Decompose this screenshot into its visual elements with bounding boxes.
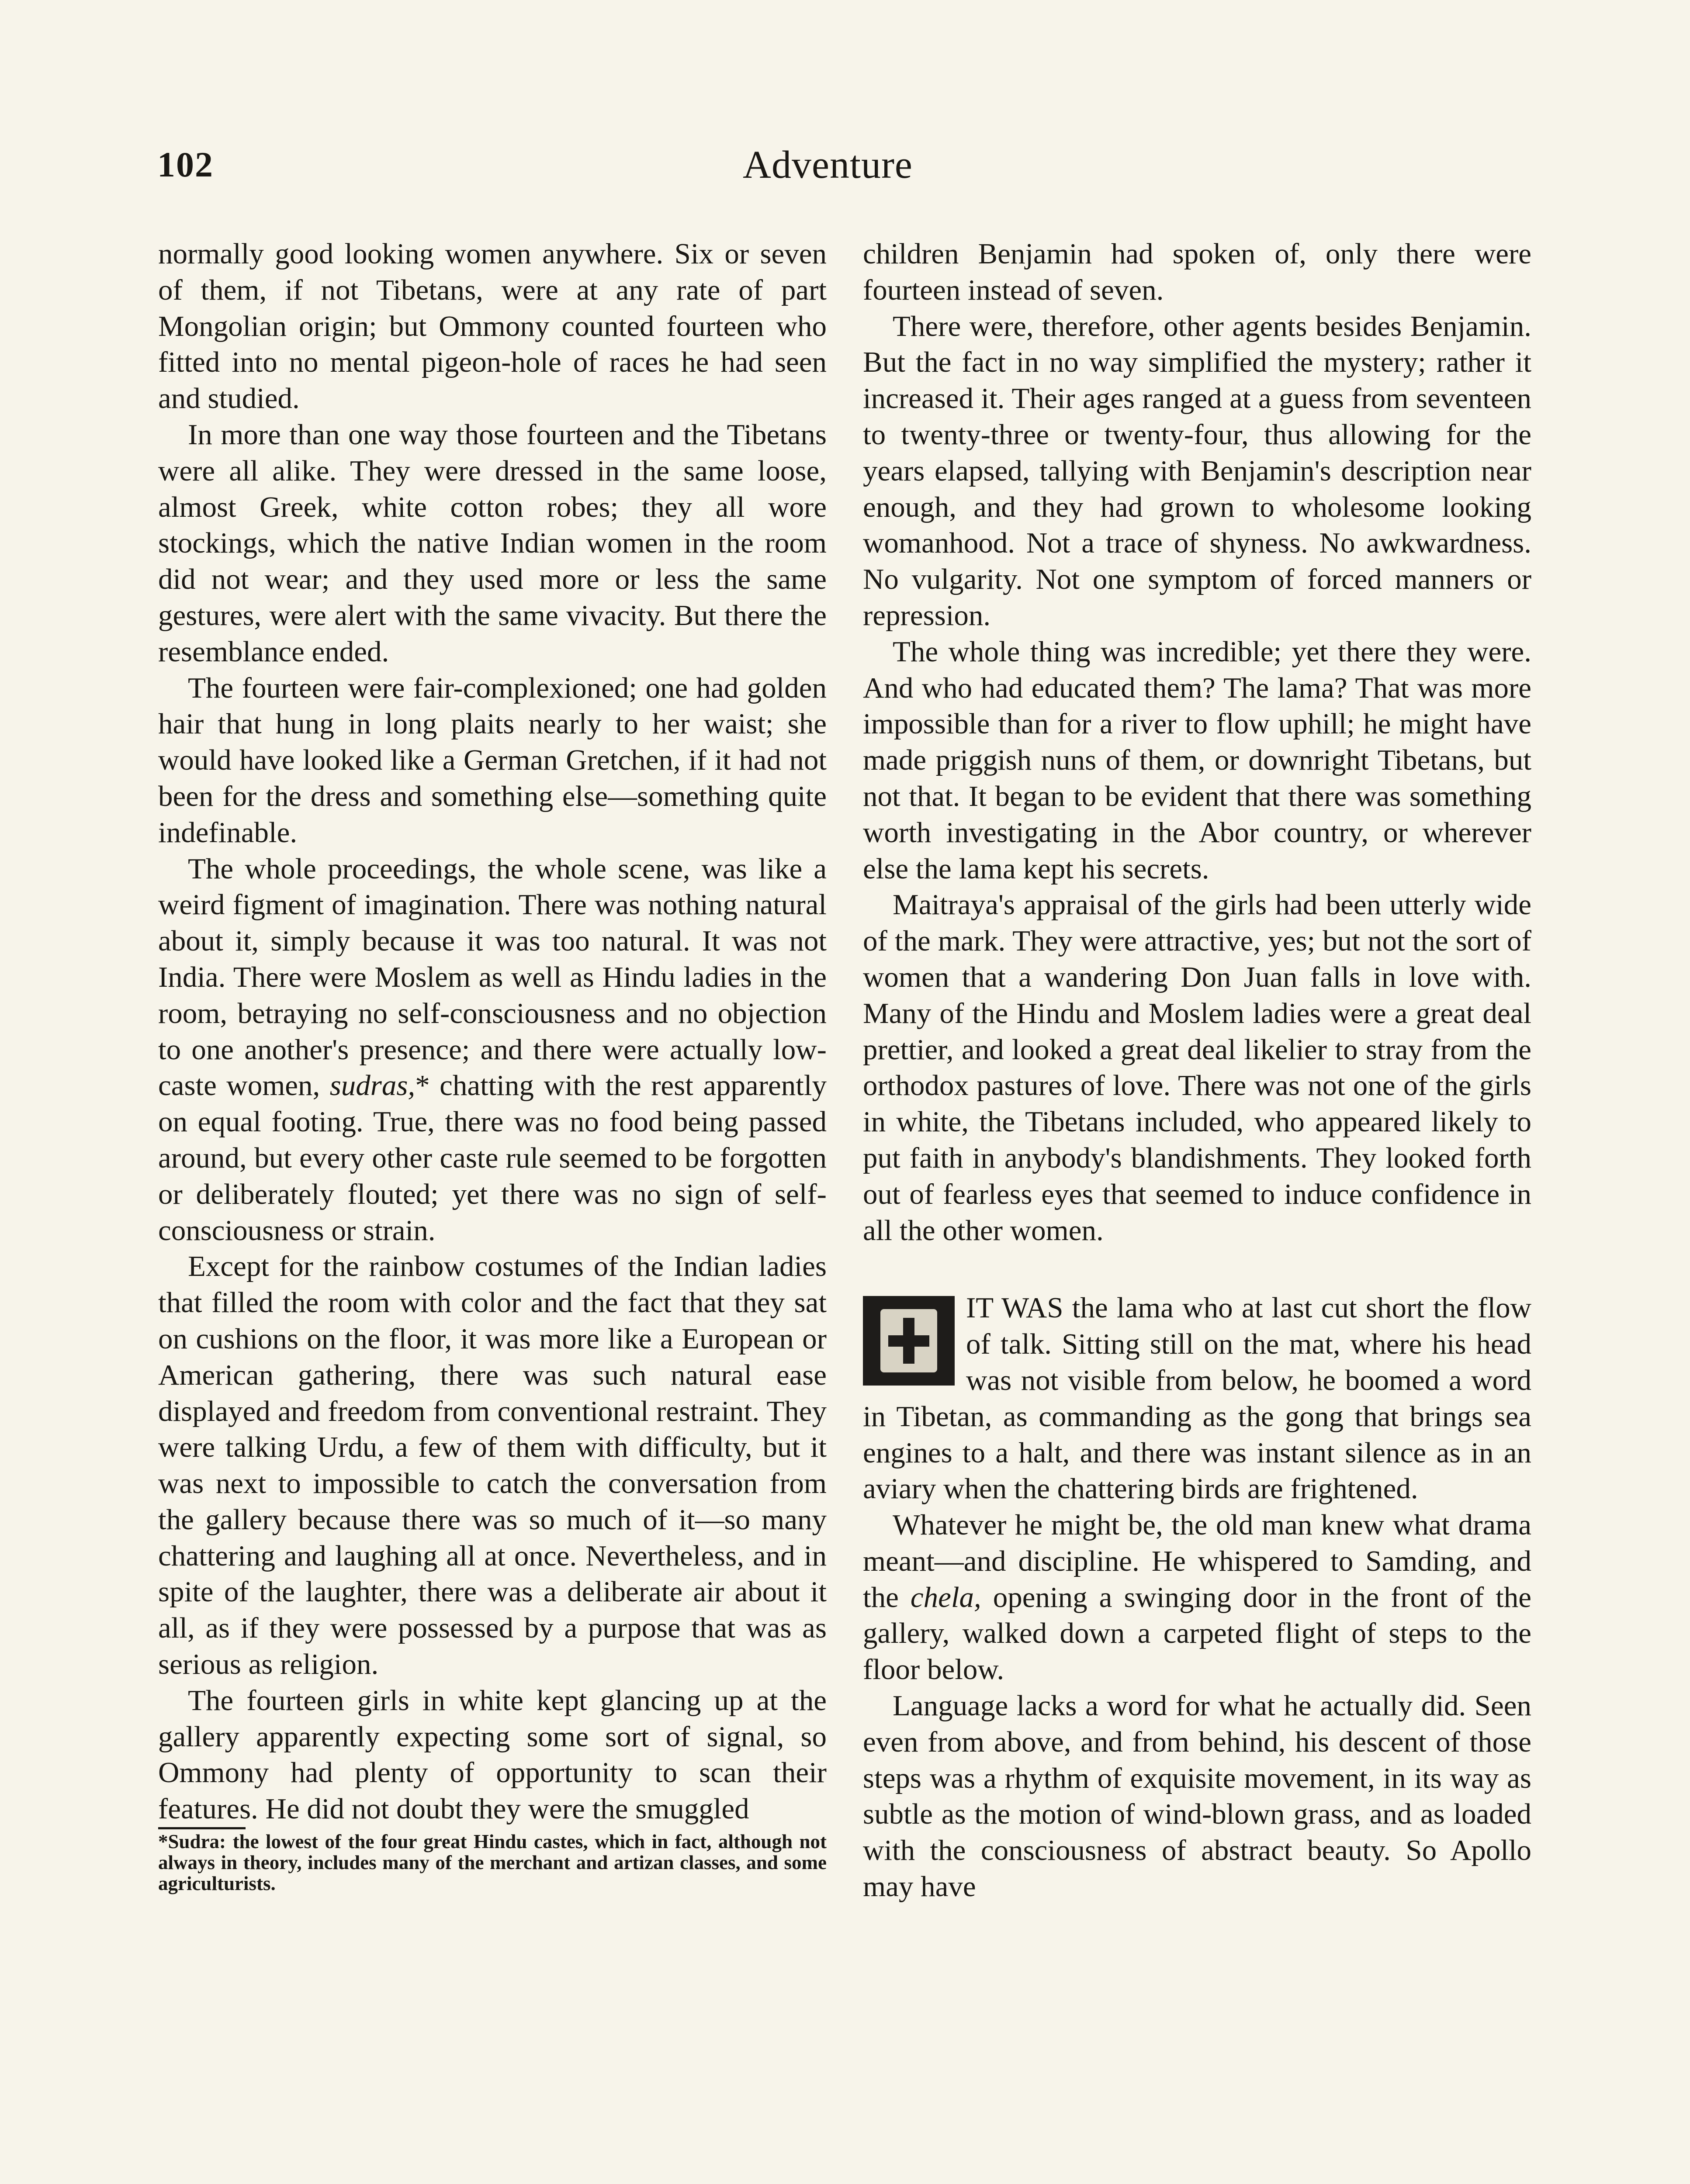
paragraph: The whole thing was incredible; yet there they were. And who had educated them? The lama? That was more impossible than for a river to flow uphill; he might have made priggish nuns of them, or downright Tibetans, but not that. It began to be evident that there was something worth investigating in the Abor country, or wherever else the lama kept his secrets. [863, 635, 1531, 885]
paragraph: Except for the rainbow costumes of the Indian ladies that filled the room with color and the fact that they sat on cushions on the floor, it was more like a European or American gathering, there was such natural ease displayed and freedom from conventional restraint. They were talking Urdu, a few of them with difficulty, but it was next to impossible to catch the conversation from the gallery because there was so much of it—so many chattering and laughing all at once. Nevertheless, and in spite of the laughter, there was a deliberate air about it all, as if they were possessed by a purpose that was as serious as religion. [158, 1250, 827, 1681]
footnote-term: *Sudra: [158, 1831, 226, 1853]
paragraph: Maitraya's appraisal of the girls had been utterly wide of the mark. They were attractive, yes; but not the sort of women that a wandering Don Juan falls in love with. Many of the Hindu and Moslem ladies were a great deal prettier, and looked a great deal likelier to stray from the orthodox pastures of love. There was not one of the girls in white, the Tibetans included, who appeared likely to put faith in anybody's blandishments. They looked forth out of fearless eyes that seemed to induce confidence in all the other women. [863, 888, 1531, 1247]
paragraph: In more than one way those fourteen and the Tibetans were all alike. They were dressed in the same loose, almost Greek, white cotton robes; they all wore stockings, which the native Indian women in the room did not wear; and they used more or less the same gestures, were alert with the same vivacity. But there the resemblance ended. [158, 418, 827, 668]
section-start [863, 1290, 1531, 1507]
ornament-icon [863, 1296, 955, 1386]
paragraph: The fourteen were fair-complexioned; one had golden hair that hung in long plaits nearly to her waist; she would have looked like a German Gretchen, if it had not been for the dress and something else—something quite indefinable. [158, 671, 827, 849]
paragraph: normally good looking women anywhere. Six or seven of them, if not Tibetans, were at any rate of part Mongolian origin; but Ommony counted fourteen who fitted into no mental pigeon-hole of races he had seen and studied. [158, 238, 827, 415]
paragraph-text: * chatting with the rest apparently on equal footing. True, there was no food being passed around, but every other caste rule seemed to be forgotten or deliberately flouted; yet there was no sign of self-consciousness or strain. [158, 1069, 827, 1247]
footnote-rule [158, 1827, 246, 1829]
paragraph: There were, therefore, other agents besides Benjamin. But the fact in no way simplified the mystery; rather it increased it. Their ages ranged at a guess from seventeen to twenty-three or twenty-four, thus allowing for the years elapsed, tallying with Benjamin's description near enough, and they had grown to wholesome looking womanhood. Not a trace of shyness. No awkwardness. No vulgarity. Not one symptom of forced manners or repression. [863, 310, 1531, 632]
page-header [157, 144, 1531, 197]
paragraph-text: opening a swinging door in the front of the gallery, walked down a carpeted flight of steps to the floor below. [863, 1581, 1532, 1686]
paragraph: children Benjamin had spoken of, only there were fourteen instead of seven. [863, 238, 1531, 306]
paragraph-text: The whole proceedings, the whole scene, was like a weird figment of imagination. There was nothing natural about it, simply because it was too natural. It was not India. There were Moslem as well as Hindu ladies in the room, betraying no self-consciousness and no objection to one another's presence; and there were actually low-caste women, [158, 852, 827, 1102]
left-column [158, 236, 827, 1894]
right-column [863, 236, 1531, 1905]
paragraph: The fourteen girls in white kept glancing up at the gallery apparently expecting some sort of signal, so Ommony had plenty of opportunity to scan their features. He did not doubt they were the smuggled [158, 1684, 827, 1825]
paragraph-text: Whatever he might be, the old man knew what drama meant—and discipline. He whispered to Samding, and the [863, 1509, 1531, 1614]
page-number: 102 [157, 145, 214, 184]
paragraph: IT WAS the lama who at last cut short the flow of talk. Sitting still on the mat, where his head was not visible from below, he boomed a word in Tibetan, as commanding as the gong that brings sea engines to a halt, and there was instant silence as in an aviary when the chattering birds are frightened. [863, 1292, 1531, 1505]
footnote-text: the lowest of the four great Hindu castes, which in fact, although not always in theory, includes many of the merchant and artizan classes, and some agriculturists. [158, 1831, 827, 1895]
cross-ornament-icon [880, 1309, 937, 1372]
paragraph [158, 851, 827, 1249]
footnote [158, 1831, 827, 1894]
italic-term: chela, [910, 1581, 981, 1614]
italic-term: sudras, [329, 1069, 416, 1102]
paragraph [863, 1507, 1531, 1688]
running-title: Adventure [743, 143, 913, 187]
paragraph: Language lacks a word for what he actually did. Seen even from above, and from behind, his descent of those steps was a rhythm of exquisite movement, in its way as subtle as the motion of wind-blown grass, and as loaded with the consciousness of abstract beauty. So Apollo may have [863, 1690, 1531, 1903]
